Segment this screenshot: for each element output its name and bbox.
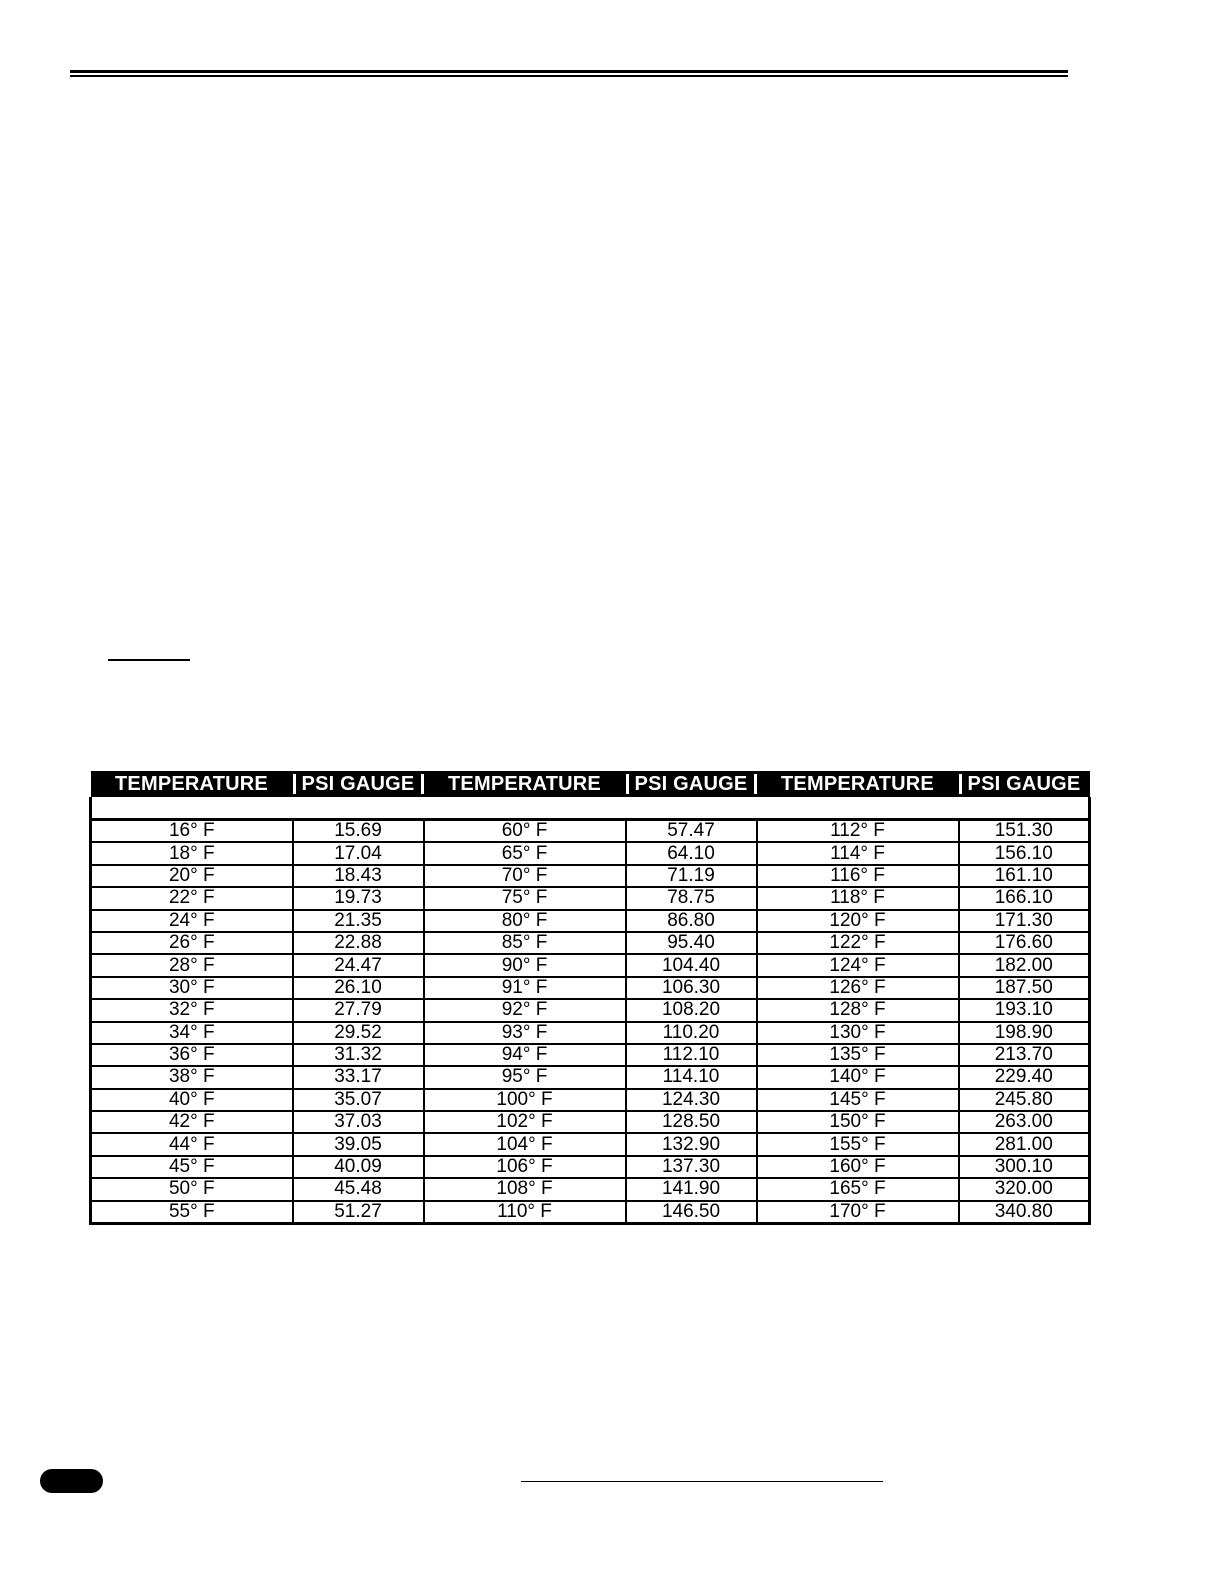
psi-gauge-cell: 29.52 bbox=[293, 1022, 424, 1044]
psi-gauge-cell: 137.30 bbox=[626, 1156, 757, 1178]
psi-gauge-cell: 45.48 bbox=[293, 1178, 424, 1200]
psi-gauge-cell: 78.75 bbox=[626, 887, 757, 909]
psi-gauge-cell: 263.00 bbox=[959, 1111, 1090, 1133]
temperature-cell: 34° F bbox=[91, 1022, 293, 1044]
temperature-cell: 42° F bbox=[91, 1111, 293, 1133]
psi-gauge-cell: 112.10 bbox=[626, 1044, 757, 1066]
temperature-cell: 20° F bbox=[91, 865, 293, 887]
psi-gauge-cell: 213.70 bbox=[959, 1044, 1090, 1066]
psi-gauge-cell: 26.10 bbox=[293, 977, 424, 999]
temperature-cell: 26° F bbox=[91, 932, 293, 954]
temperature-cell: 122° F bbox=[757, 932, 959, 954]
temperature-cell: 140° F bbox=[757, 1066, 959, 1088]
temperature-cell: 155° F bbox=[757, 1133, 959, 1155]
psi-gauge-cell: 124.30 bbox=[626, 1089, 757, 1111]
table-row bbox=[91, 1133, 1090, 1155]
psi-gauge-cell: 18.43 bbox=[293, 865, 424, 887]
psi-gauge-cell: 151.30 bbox=[959, 820, 1090, 843]
temperature-cell: 100° F bbox=[424, 1089, 626, 1111]
temperature-cell: 92° F bbox=[424, 999, 626, 1021]
column-header-psi-gauge: PSI GAUGE bbox=[626, 771, 757, 797]
psi-gauge-cell: 57.47 bbox=[626, 820, 757, 843]
page-number-tab bbox=[40, 1469, 103, 1493]
temperature-cell: 75° F bbox=[424, 887, 626, 909]
temperature-cell: 160° F bbox=[757, 1156, 959, 1178]
psi-gauge-cell: 146.50 bbox=[626, 1201, 757, 1224]
psi-gauge-cell: 128.50 bbox=[626, 1111, 757, 1133]
temperature-cell: 104° F bbox=[424, 1133, 626, 1155]
temperature-cell: 90° F bbox=[424, 954, 626, 976]
temperature-cell: 45° F bbox=[91, 1156, 293, 1178]
temperature-cell: 110° F bbox=[424, 1201, 626, 1224]
temperature-cell: 108° F bbox=[424, 1178, 626, 1200]
psi-gauge-cell: 106.30 bbox=[626, 977, 757, 999]
column-header-psi-gauge: PSI GAUGE bbox=[959, 771, 1090, 797]
table-row bbox=[91, 932, 1090, 954]
temperature-cell: 18° F bbox=[91, 842, 293, 864]
table-body bbox=[91, 797, 1090, 1224]
temperature-cell: 120° F bbox=[757, 910, 959, 932]
temperature-cell: 165° F bbox=[757, 1178, 959, 1200]
psi-gauge-cell: 22.88 bbox=[293, 932, 424, 954]
temperature-cell: 106° F bbox=[424, 1156, 626, 1178]
psi-gauge-cell: 33.17 bbox=[293, 1066, 424, 1088]
table-spacer-cell bbox=[91, 797, 1090, 820]
psi-gauge-cell: 27.79 bbox=[293, 999, 424, 1021]
temperature-cell: 70° F bbox=[424, 865, 626, 887]
psi-gauge-cell: 281.00 bbox=[959, 1133, 1090, 1155]
temperature-cell: 85° F bbox=[424, 932, 626, 954]
table-row bbox=[91, 1111, 1090, 1133]
temperature-cell: 112° F bbox=[757, 820, 959, 843]
temperature-cell: 65° F bbox=[424, 842, 626, 864]
psi-gauge-cell: 40.09 bbox=[293, 1156, 424, 1178]
table-row bbox=[91, 1044, 1090, 1066]
psi-gauge-cell: 161.10 bbox=[959, 865, 1090, 887]
table-spacer-row bbox=[91, 797, 1090, 820]
table-row bbox=[91, 1156, 1090, 1178]
temperature-cell: 91° F bbox=[424, 977, 626, 999]
temperature-cell: 126° F bbox=[757, 977, 959, 999]
column-header-temperature: TEMPERATURE bbox=[424, 771, 626, 797]
psi-gauge-cell: 95.40 bbox=[626, 932, 757, 954]
temperature-cell: 55° F bbox=[91, 1201, 293, 1224]
psi-gauge-cell: 108.20 bbox=[626, 999, 757, 1021]
temperature-cell: 32° F bbox=[91, 999, 293, 1021]
table-row bbox=[91, 1022, 1090, 1044]
temperature-cell: 93° F bbox=[424, 1022, 626, 1044]
column-header-temperature: TEMPERATURE bbox=[757, 771, 959, 797]
column-header-psi-gauge: PSI GAUGE bbox=[293, 771, 424, 797]
psi-gauge-cell: 176.60 bbox=[959, 932, 1090, 954]
psi-gauge-cell: 132.90 bbox=[626, 1133, 757, 1155]
table-row bbox=[91, 910, 1090, 932]
temperature-cell: 145° F bbox=[757, 1089, 959, 1111]
table-row bbox=[91, 865, 1090, 887]
temperature-cell: 94° F bbox=[424, 1044, 626, 1066]
psi-gauge-cell: 340.80 bbox=[959, 1201, 1090, 1224]
psi-gauge-cell: 31.32 bbox=[293, 1044, 424, 1066]
psi-gauge-cell: 300.10 bbox=[959, 1156, 1090, 1178]
temperature-cell: 114° F bbox=[757, 842, 959, 864]
psi-gauge-cell: 39.05 bbox=[293, 1133, 424, 1155]
temperature-cell: 50° F bbox=[91, 1178, 293, 1200]
table-row bbox=[91, 1066, 1090, 1088]
temperature-cell: 40° F bbox=[91, 1089, 293, 1111]
temperature-cell: 36° F bbox=[91, 1044, 293, 1066]
temperature-cell: 130° F bbox=[757, 1022, 959, 1044]
psi-gauge-cell: 171.30 bbox=[959, 910, 1090, 932]
table-header bbox=[91, 771, 1090, 797]
header-rule-thin bbox=[70, 75, 1068, 77]
table-row bbox=[91, 954, 1090, 976]
temperature-cell: 135° F bbox=[757, 1044, 959, 1066]
psi-gauge-cell: 104.40 bbox=[626, 954, 757, 976]
psi-gauge-cell: 166.10 bbox=[959, 887, 1090, 909]
psi-gauge-cell: 35.07 bbox=[293, 1089, 424, 1111]
temperature-cell: 80° F bbox=[424, 910, 626, 932]
section-heading-underline bbox=[108, 659, 190, 661]
psi-gauge-cell: 320.00 bbox=[959, 1178, 1090, 1200]
temperature-cell: 116° F bbox=[757, 865, 959, 887]
psi-gauge-cell: 37.03 bbox=[293, 1111, 424, 1133]
temperature-cell: 128° F bbox=[757, 999, 959, 1021]
psi-gauge-cell: 114.10 bbox=[626, 1066, 757, 1088]
psi-gauge-cell: 187.50 bbox=[959, 977, 1090, 999]
temperature-cell: 44° F bbox=[91, 1133, 293, 1155]
column-header-temperature: TEMPERATURE bbox=[91, 771, 293, 797]
psi-gauge-cell: 64.10 bbox=[626, 842, 757, 864]
temperature-cell: 22° F bbox=[91, 887, 293, 909]
header-rule-thick bbox=[70, 70, 1068, 73]
psi-gauge-cell: 24.47 bbox=[293, 954, 424, 976]
pressure-temperature-table bbox=[89, 771, 1091, 1225]
psi-gauge-cell: 193.10 bbox=[959, 999, 1090, 1021]
temperature-cell: 102° F bbox=[424, 1111, 626, 1133]
temperature-cell: 16° F bbox=[91, 820, 293, 843]
temperature-cell: 170° F bbox=[757, 1201, 959, 1224]
psi-gauge-cell: 110.20 bbox=[626, 1022, 757, 1044]
temperature-cell: 118° F bbox=[757, 887, 959, 909]
table-row bbox=[91, 887, 1090, 909]
psi-gauge-cell: 229.40 bbox=[959, 1066, 1090, 1088]
temperature-cell: 28° F bbox=[91, 954, 293, 976]
psi-gauge-cell: 86.80 bbox=[626, 910, 757, 932]
psi-gauge-cell: 141.90 bbox=[626, 1178, 757, 1200]
temperature-cell: 124° F bbox=[757, 954, 959, 976]
table-row bbox=[91, 1178, 1090, 1200]
psi-gauge-cell: 156.10 bbox=[959, 842, 1090, 864]
psi-gauge-cell: 182.00 bbox=[959, 954, 1090, 976]
psi-gauge-cell: 245.80 bbox=[959, 1089, 1090, 1111]
temperature-cell: 150° F bbox=[757, 1111, 959, 1133]
temperature-cell: 24° F bbox=[91, 910, 293, 932]
psi-gauge-cell: 71.19 bbox=[626, 865, 757, 887]
temperature-cell: 30° F bbox=[91, 977, 293, 999]
table-row bbox=[91, 842, 1090, 864]
psi-gauge-cell: 17.04 bbox=[293, 842, 424, 864]
table-row bbox=[91, 999, 1090, 1021]
psi-gauge-cell: 21.35 bbox=[293, 910, 424, 932]
temperature-cell: 60° F bbox=[424, 820, 626, 843]
temperature-cell: 95° F bbox=[424, 1066, 626, 1088]
psi-gauge-cell: 51.27 bbox=[293, 1201, 424, 1224]
psi-gauge-cell: 15.69 bbox=[293, 820, 424, 843]
footer-rule bbox=[521, 1481, 883, 1482]
table-row bbox=[91, 1089, 1090, 1111]
table-row bbox=[91, 820, 1090, 843]
psi-gauge-cell: 19.73 bbox=[293, 887, 424, 909]
psi-gauge-cell: 198.90 bbox=[959, 1022, 1090, 1044]
table-row bbox=[91, 977, 1090, 999]
table-row bbox=[91, 1201, 1090, 1224]
temperature-cell: 38° F bbox=[91, 1066, 293, 1088]
